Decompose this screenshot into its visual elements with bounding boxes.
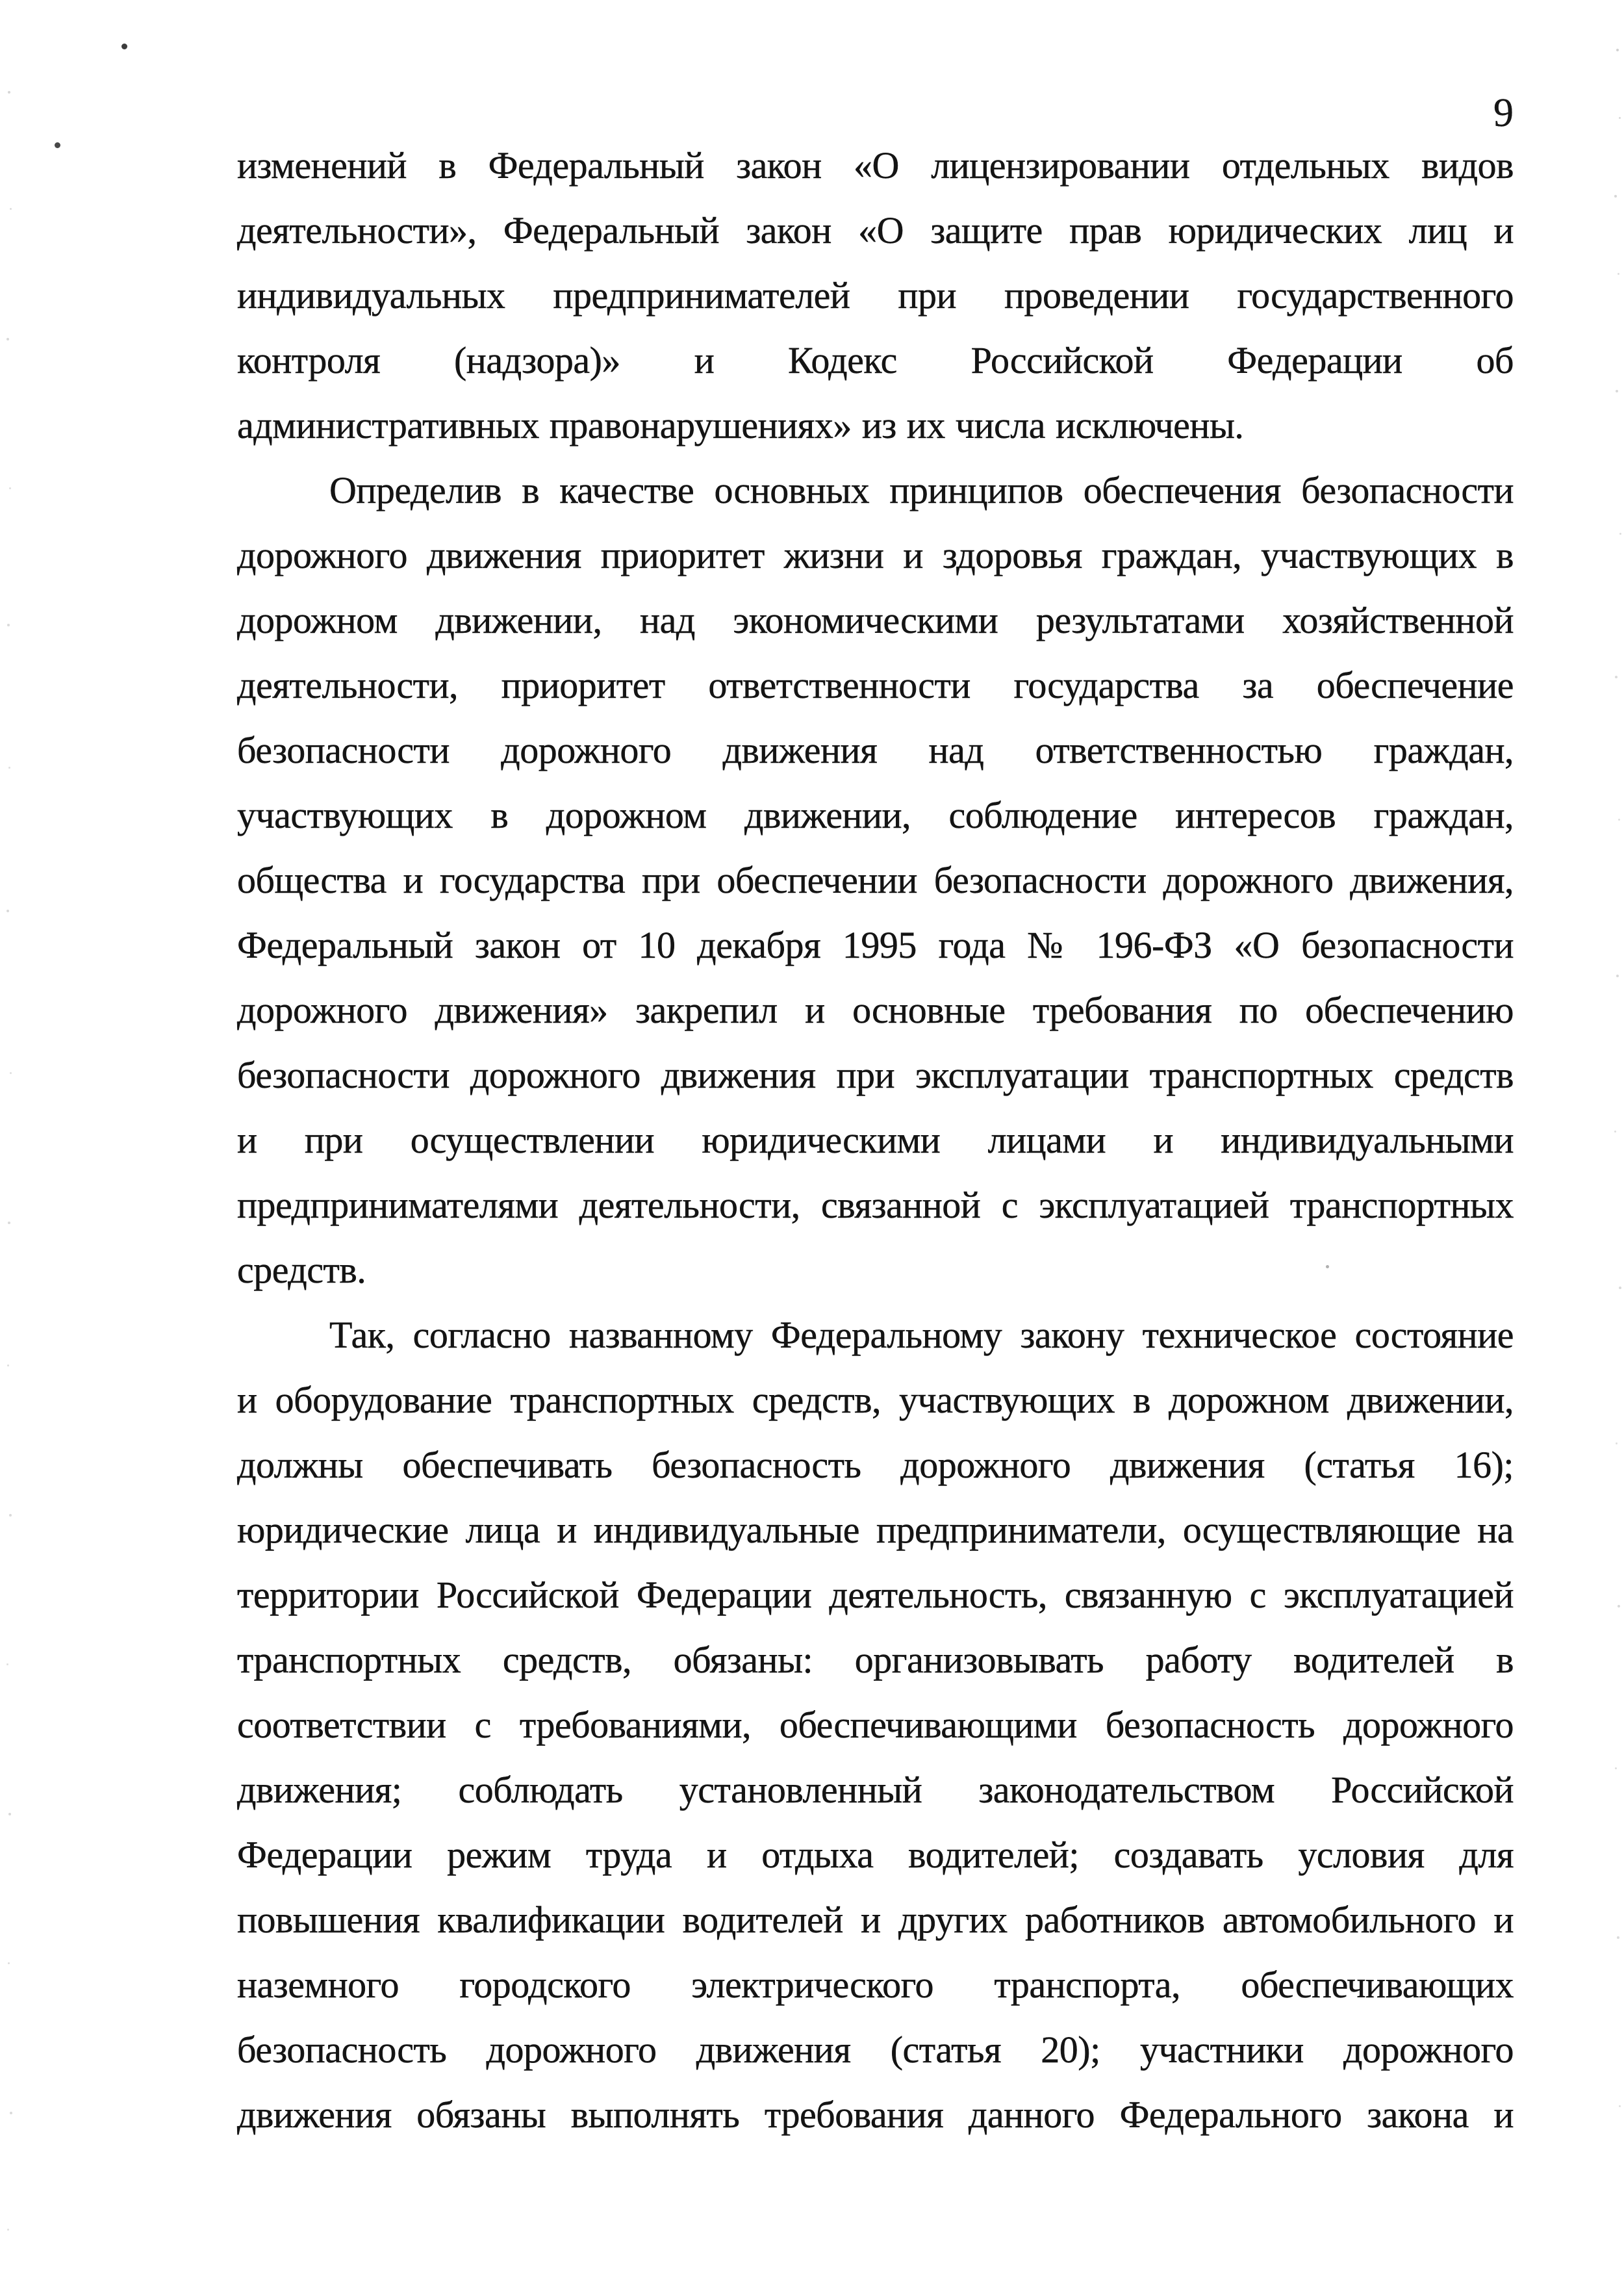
scan-speck: [9, 487, 11, 489]
scan-speck: [8, 767, 10, 769]
scan-speck: [1618, 1605, 1620, 1608]
text-line: деятельности, приоритет ответственности государства за обеспечение: [237, 664, 1514, 706]
text-line: транспортных средств, обязаны: организовывать работу водителей в: [237, 1639, 1514, 1681]
paragraph: [237, 1303, 1514, 2147]
scan-speck: [6, 910, 9, 912]
text-line: индивидуальных предпринимателей при проведении государственного: [237, 274, 1514, 316]
text-line: соответствии с требованиями, обеспечивающими безопасность дорожного: [237, 1704, 1514, 1746]
text-line: дорожном движении, над экономическими результатами хозяйственной: [237, 599, 1514, 641]
scan-speck: [55, 142, 60, 148]
scan-speck: [1614, 195, 1617, 198]
scan-speck: [1616, 390, 1618, 392]
text-line: должны обеспечивать безопасность дорожного движения (статья 16);: [237, 1444, 1514, 1486]
scan-speck: [1619, 117, 1621, 119]
text-line: административных правонарушениях» из их числа исключены.: [237, 404, 1244, 446]
text-line: Федерации режим труда и отдыха водителей; создавать условия для: [237, 1834, 1514, 1876]
text-line: предпринимателями деятельности, связанной с эксплуатацией транспортных: [237, 1184, 1514, 1226]
text-line: наземного городского электрического транспорта, обеспечивающих: [237, 1964, 1514, 2006]
scan-speck: [8, 1222, 10, 1224]
scan-speck: [7, 624, 10, 626]
scan-speck: [1619, 1287, 1621, 1289]
scan-speck: [1326, 1265, 1329, 1268]
scan-speck: [121, 44, 127, 49]
scan-speck: [6, 1663, 8, 1665]
scan-speck: [10, 208, 12, 210]
text-line: и при осуществлении юридическими лицами и индивидуальными: [237, 1119, 1514, 1161]
text-line: движения; соблюдать установленный законодательством Российской: [237, 1769, 1514, 1811]
text-line: и оборудование транспортных средств, участвующих в дорожном движении,: [237, 1379, 1514, 1421]
paragraph: [237, 458, 1514, 1303]
text-line: юридические лица и индивидуальные предприниматели, осуществляющие на: [237, 1509, 1514, 1551]
text-line: дорожного движения» закрепил и основные требования по обеспечению: [237, 989, 1514, 1031]
text-line: Так, согласно названному Федеральному закону техническое состояние: [329, 1314, 1514, 1356]
scan-speck: [8, 1813, 11, 1815]
scan-speck: [1619, 533, 1621, 535]
scan-speck: [1616, 49, 1619, 51]
scan-speck: [7, 2229, 9, 2231]
paragraph: [237, 133, 1514, 458]
text-line: контроля (надзора)» и Кодекс Российской Федерации об: [237, 339, 1514, 381]
text-line: территории Российской Федерации деятельность, связанную с эксплуатацией: [237, 1574, 1514, 1616]
scan-speck: [7, 1364, 9, 1366]
text-line: безопасности дорожного движения при эксплуатации транспортных средств: [237, 1054, 1514, 1096]
text-line: безопасности дорожного движения над ответственностью граждан,: [237, 729, 1514, 771]
scan-speck: [1618, 273, 1619, 275]
scan-speck: [1619, 2105, 1621, 2107]
scan-speck: [9, 1514, 12, 1517]
scan-speck: [1615, 1767, 1617, 1769]
text-line: дорожного движения приоритет жизни и здоровья граждан, участвующих в: [237, 534, 1514, 576]
scan-speck: [10, 2112, 12, 2114]
text-line: средств.: [237, 1249, 366, 1291]
scan-speck: [1615, 676, 1618, 678]
scan-speck: [1616, 1442, 1618, 1444]
scan-speck: [8, 1962, 10, 1964]
text-line: изменений в Федеральный закон «О лицензировании отдельных видов: [237, 144, 1514, 186]
scan-speck: [1618, 819, 1620, 821]
text-line: безопасность дорожного движения (статья 20); участники дорожного: [237, 2029, 1514, 2071]
document-body: [237, 133, 1514, 2147]
scan-speck: [1614, 1131, 1616, 1133]
page-number: 9: [1493, 91, 1514, 135]
scan-speck: [10, 1072, 12, 1074]
scan-speck: [6, 338, 9, 340]
text-line: повышения квалификации водителей и других работников автомобильного и: [237, 1899, 1514, 1941]
text-line: Федеральный закон от 10 декабря 1995 года № 196-ФЗ «О безопасности: [237, 924, 1514, 966]
scan-speck: [1616, 975, 1619, 977]
text-line: движения обязаны выполнять требования данного Федерального закона и: [237, 2094, 1514, 2136]
text-line: участвующих в дорожном движении, соблюдение интересов граждан,: [237, 794, 1514, 836]
text-line: общества и государства при обеспечении безопасности дорожного движения,: [237, 859, 1514, 901]
scan-speck: [1617, 1936, 1619, 1939]
text-line: деятельности», Федеральный закон «О защите прав юридических лиц и: [237, 209, 1514, 251]
scan-speck: [8, 91, 10, 94]
text-line: Определив в качестве основных принципов обеспечения безопасности: [329, 469, 1514, 511]
